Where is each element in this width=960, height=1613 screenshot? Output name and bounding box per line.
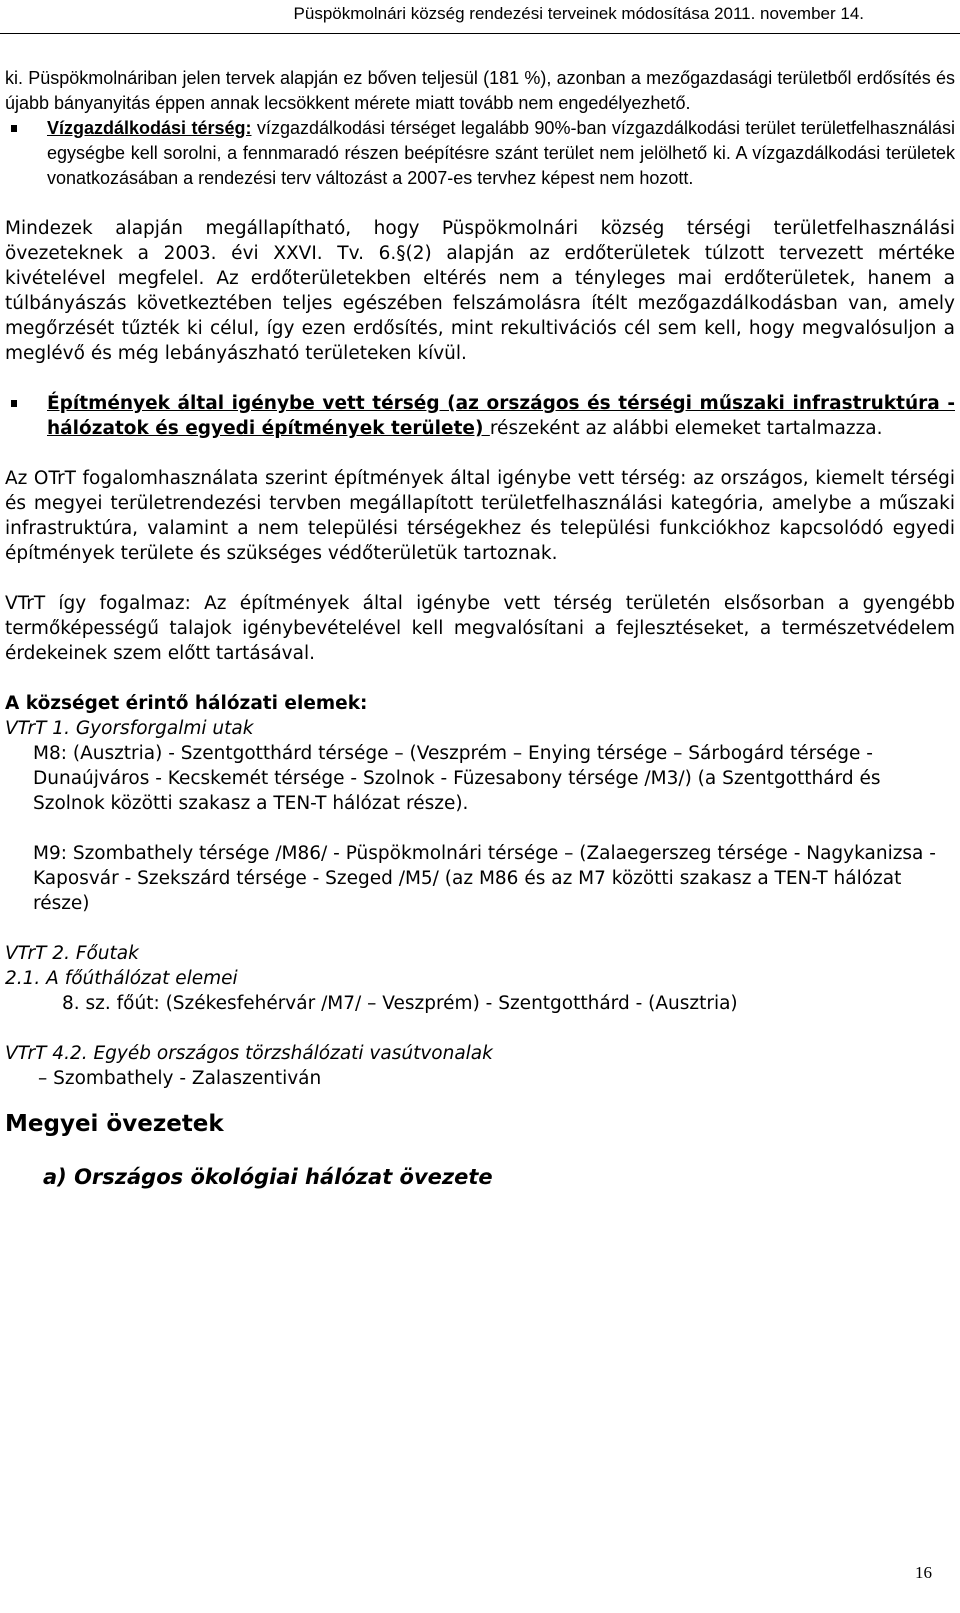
section-expressways: VTrT 1. Gyorsforgalmi utak <box>5 718 254 739</box>
paragraph-vtrt-statement: VTrT így fogalmaz: Az építmények által igénybe vett térség területén elsősorban a gyengébb termőképességű talajok igénybevételével kell megvalósítani a fejlesztéseket, a természetvédelem érdekeinek szem előtt tartásával. <box>5 593 955 664</box>
document-title: Püspökmolnári község rendezési terveinek módosítása 2011. november 14. <box>293 4 864 23</box>
page-header <box>0 0 960 34</box>
paragraph-otrt-definition: Az OTrT fogalomhasználata szerint építmények által igénybe vett térség: az országos, kiemelt térségi és megyei területrendezési tervben megállapított területfelhasználási kategória, amelybe a műszaki infrastruktúra, valamint a nem települési térségekhez és települési funkciókhoz kapcsolódó egyedi építmények területe és szükséges védőterületük tartoznak. <box>5 468 955 564</box>
bullet-text: vízgazdálkodási térséget legalább 90%-ban vízgazdálkodási terület területfelhasználási egységbe kell sorolni, a fennmaradó részen beépítésre szánt terület nem jelölhető ki. A vízgazdálkodási területek vonatkozásában a rendezési terv változást a 2007-es tervhez képest nem hozott. <box>47 118 955 188</box>
road-m9: M9: Szombathely térsége /M86/ - Püspökmolnári térsége – (Zalaegerszeg térsége - Nagykanizsa - Kaposvár - Szekszárd térsége - Szeged /M5/ (az M86 és az M7 közötti szakasz a TEN-T hálózat része) <box>33 843 936 914</box>
bullet-marker <box>11 125 17 132</box>
road-m8: M8: (Ausztria) - Szentgotthárd térsége – (Veszprém – Enying térsége – Sárbogárd térsége - Dunaújváros - Kecskemét térsége - Szolnok - Füzesabony térsége /M3/) (a Szentgotthárd és Szolnok közötti szakasz a TEN-T hálózat része). <box>33 743 881 814</box>
paragraph-summary: Mindezek alapján megállapítható, hogy Püspökmolnári község térségi területfelhasználási övezeteknek a 2003. évi XXVI. Tv. 6.§(2) alapján az erdőterületek túlzott tervezett mértéke kivételével megfelel. Az erdőterületekben eltérés nem a tényleges mai erdőterületek, hanem a túlbányászás következtében teljes egészében felszámolásra ítélt mezőgazdálkodásban van, amely megőrzését tűzték ki célul, így ezen erdősítés, mint rekultivációs cél sem kell, hogy megvalósuljon a meglévő és még lebányászható területeken kívül. <box>5 218 955 364</box>
section-main-road-elements: 2.1. A főúthálózat elemei <box>5 968 238 989</box>
bullet-water-management <box>5 116 955 191</box>
ecological-network-subheading: a) Országos ökológiai hálózat övezete <box>43 1165 493 1189</box>
rail-line: – Szombathely - Zalaszentiván <box>38 1068 322 1089</box>
page-number: 16 <box>915 1563 932 1582</box>
section-main-roads: VTrT 2. Főutak <box>5 943 139 964</box>
section-railways: VTrT 4.2. Egyéb országos törzshálózati vasútvonalak <box>5 1043 493 1064</box>
bullet-title: Építmények által igénybe vett térség (az országos és térségi műszaki infrastruktúra - hálózatok és egyedi építmények területe) <box>47 393 955 439</box>
paragraph-forest-conclusion: ki. Püspökmolnáriban jelen tervek alapján ez bőven teljesül (181 %), azonban a mezőgazdasági területből erdősítés és újabb bányanyitás éppen annak lecsökkent mérete miatt tovább nem engedélyezhető. <box>5 68 955 113</box>
bullet-text: részeként az alábbi elemeket tartalmazza. <box>489 418 883 439</box>
county-zones-heading: Megyei övezetek <box>5 1111 224 1137</box>
bullet-marker <box>11 400 17 407</box>
network-heading: A községet érintő hálózati elemek: <box>5 693 368 714</box>
road-8: 8. sz. főút: (Székesfehérvár /M7/ – Veszprém) - Szentgotthárd - (Ausztria) <box>62 993 738 1014</box>
bullet-title: Vízgazdálkodási térség: <box>47 118 252 138</box>
document-body <box>5 66 955 1191</box>
bullet-infrastructure <box>5 391 955 441</box>
